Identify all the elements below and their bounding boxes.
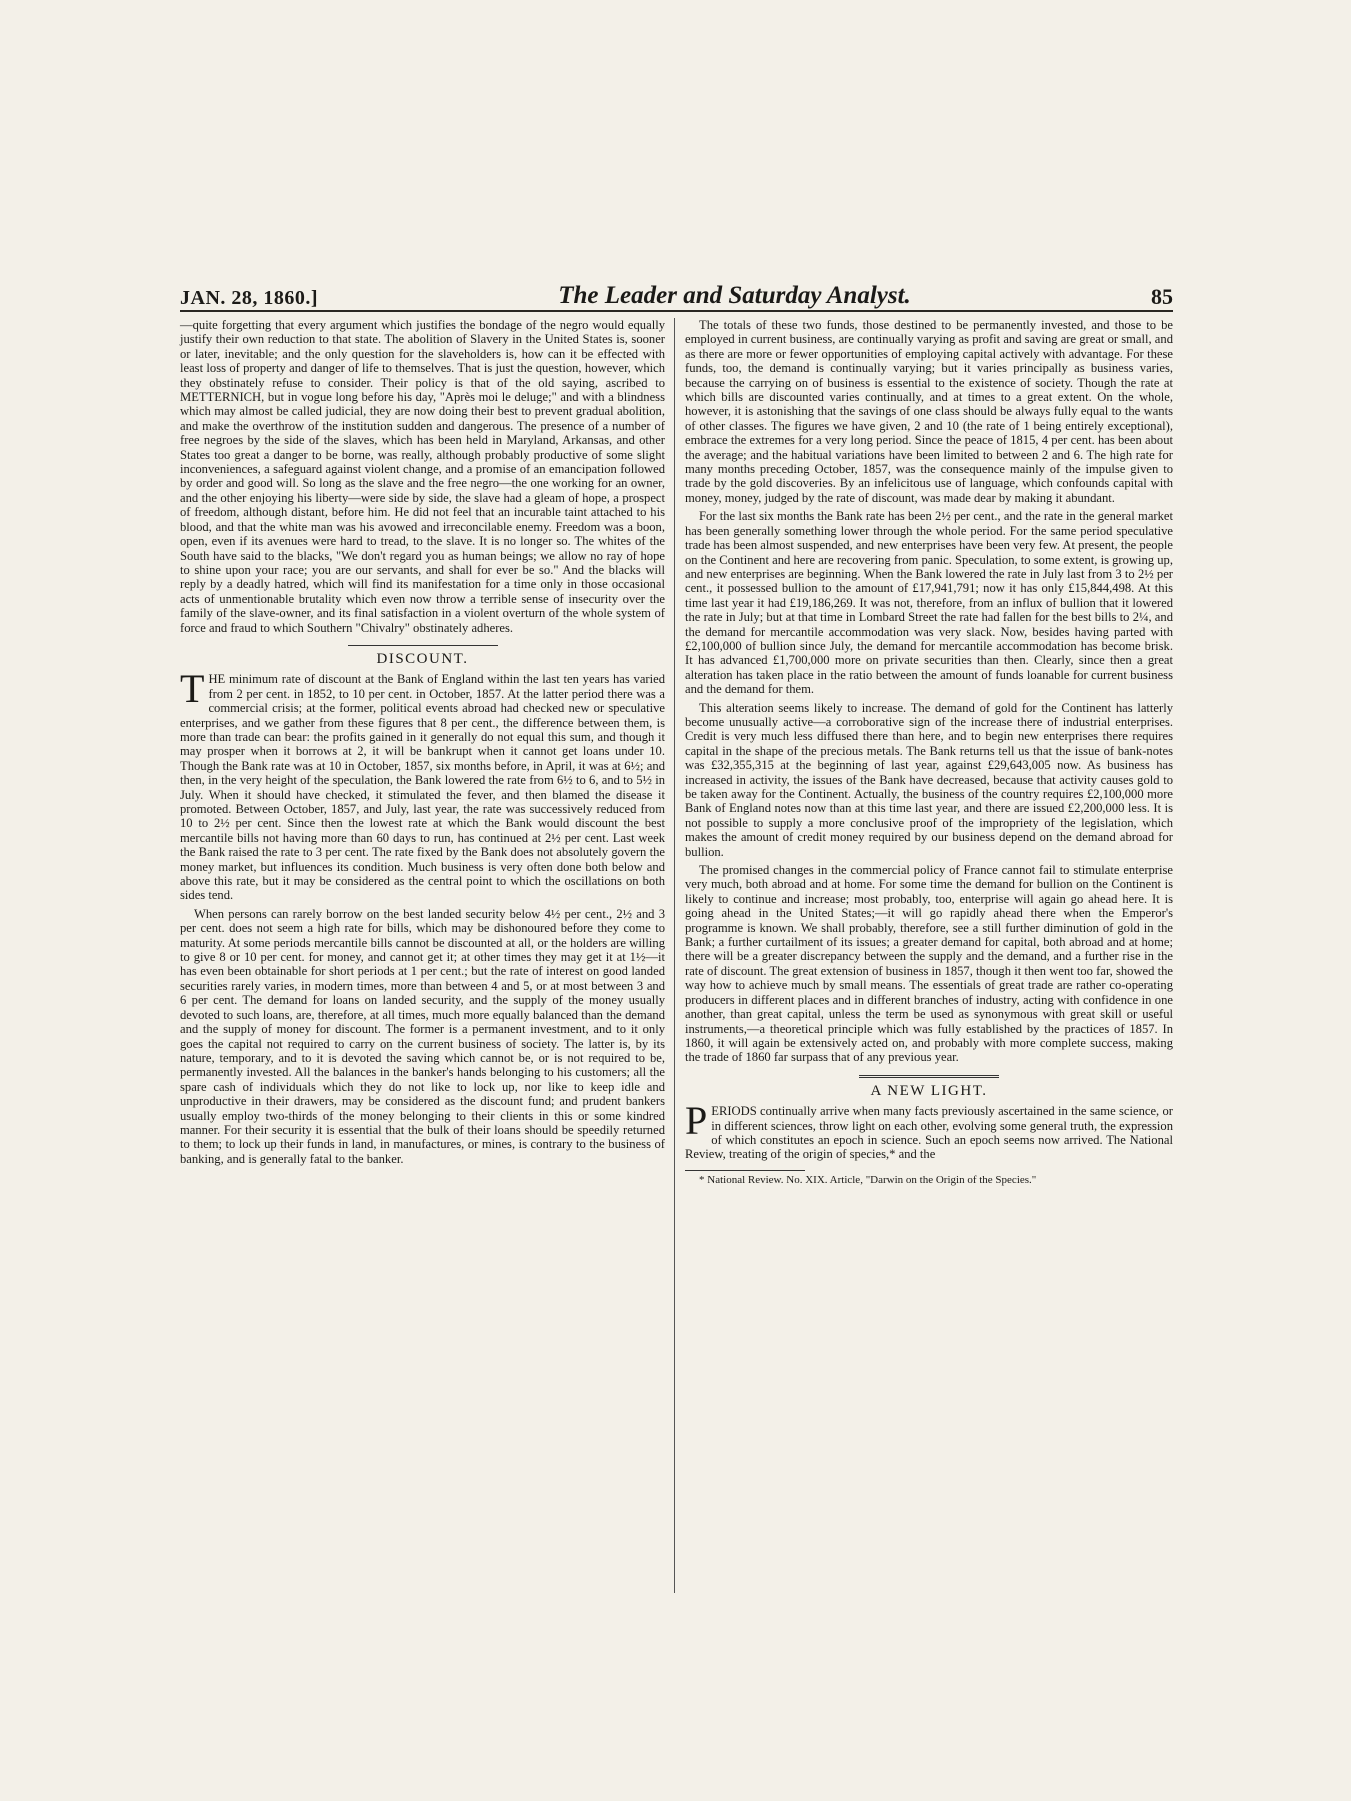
discount-paragraph-2: When persons can rarely borrow on the best landed security below 4½ per cent., 2½ and 3 per cent. does not seem a high rate for bills, which may be dishonoured before they come to maturity. At some periods mercantile bills cannot be discounted at all, or the holders are willing to give 8 or 10 per cent. for money, and cannot get it; at other times they may get it at 1½—it has even been obtainable for short periods at 1 per cent.; but the rate of interest on good landed securities rarely varies, in modern times, more than between 4 and 5, or at most between 3 and 6 per cent. The demand for loans on landed security, and the supply of the money usually devoted to such loans, are, therefore, at all times, much more equally balanced than the demand and the supply of money for discount. The former is a permanent investment, and to it only goes the capital not required to carry on the current business of society. The latter is, by its nature, temporary, and to it is devoted the saving which cannot be, or is not required to be, permanently invested. All the balances in the banker's hands belonging to his customers; all the spare cash of individuals which they do not like to lock up, nor like to keep idle and unproductive in their drawers, may be considered as the discount fund; and prudent bankers usually employ two-thirds of the money belonging to their clients in this or some kindred manner. For their security it is essential that the bulk of their loans should be speedily returned to them; to lock up their funds in land, in manufactures, or mines, is contrary to the business of banking, and is generally fatal to the banker. [180,906,665,1166]
right-column [685,318,1173,1190]
discount-paragraph-6: The promised changes in the commercial policy of France cannot fail to stimulate enterprise very much, both abroad and at home. For some time the demand for bullion on the Continent is likely to continue and increase; most probably, too, enterprise will again go ahead here. It is going ahead in the United States;—it will go rapidly ahead there when the Emperor's programme is known. We shall probably, therefore, see a still further diminution of gold in the Bank; a further curtailment of its issues; a greater demand for capital, both abroad and at home; there will be a greater discrepancy between the supply and the demand, and a further rise in the rate of discount. The great extension of business in 1857, though it then went too far, showed the way how to achieve much by small means. The essentials of great trade are rather co-operating producers in different places and in different branches of industry, acting with confidence in one another, than great capital, unless the term be used as synonymous with great skill or useful instruments,—a theoretical principle which was fully established by the practices of 1857. In 1860, it will again be extensively acted on, and probably with more complete success, making the trade of 1860 far surpass that of any previous year. [685,863,1173,1065]
page-header [180,270,1173,312]
discount-paragraph-1 [180,666,665,903]
publication-title: The Leader and Saturday Analyst. [558,282,911,309]
discount-heading: DISCOUNT. [376,650,469,667]
issue-date: JAN. 28, 1860.] [180,287,319,309]
new-light-paragraph-1 [685,1098,1173,1162]
footnote-rule [685,1170,805,1171]
section-divider-double [859,1075,999,1078]
discount-paragraph-1-text: HE minimum rate of discount at the Bank of England within the last ten years has varied from 2 per cent. in 1852, to 10 per cent. in October, 1857. At the latter period there was a commercial crisis; at the former, political events abroad had checked new or speculative enterprises, and we gather from these figures that 8 per cent., the difference between them, is more than trade can bear: the profits gained in it generally do not equal this sum, and though it may prosper when it borrows at 2, it will be bankrupt when it cannot get loans under 10. Though the Bank rate was at 10 in October, 1857, six months before, in April, it was at 6½; and then, in the very height of the speculation, the Bank lowered the rate from 6½ to 6, and to 5½ in July. When it should have checked, it stimulated the fever, and then blamed the disease it promoted. Between October, 1857, and July, last year, the rate was successively reduced from 10 to 2½ per cent. Since then the lowest rate at which the Bank would discount the best mercantile bills not having more than 60 days to run, has continued at 2½ per cent. Last week the Bank raised the rate to 3 per cent. The rate fixed by the Bank does not absolutely govern the money market, but influences its condition. Much business is very often done both below and above this rate, but it may be considered as the central point to which the oscillations on both sides tend. [180,672,665,903]
discount-paragraph-4: For the last six months the Bank rate has been 2½ per cent., and the rate in the general market has been generally something lower through the whole period. For the same period speculative trade has been almost suspended, and new enterprises have been very few. At present, the people on the Continent and here are recovering from panic. Speculation, to some extent, is growing up, and new enterprises are beginning. When the Bank lowered the rate in July last from 3 to 2½ per cent., it possessed bullion to the amount of £17,941,791; now it has only £15,844,498. At this time last year it had £19,186,269. It was not, therefore, from an influx of bullion that it lowered the rate in July; but at that time in Lombard Street the rate had fallen for the best bills to 2¼, and the demand for mercantile accommodation was very slack. Now, besides having parted with £2,100,000 of bullion since July, the demand for mercantile accommodation has become brisk. It has advanced £1,700,000 more on private securities than then. Clearly, since then a great alteration has taken place in the ratio between the amount of funds loanable for current business and the demand for them. [685,509,1173,697]
column-divider [674,318,675,1593]
discount-paragraph-5: This alteration seems likely to increase. The demand of gold for the Continent has latterly become unusually active—a corroborative sign of the increase there of industrial enterprises. Credit is very much less diffused there than here, and to begin new enterprises there requires capital in the shape of the precious metals. The Bank returns tell us that the issue of bank-notes was £32,355,315 at the beginning of last year, against £29,643,005 now. As business has increased in activity, the issues of the Bank have decreased, because that activity causes gold to be taken away for the Continent. Actually, the business of the country requires £2,100,000 more Bank of England notes now than at this time last year, and there are issued £2,200,000 less. It is not possible to supply a more conclusive proof of the impropriety of the legislation, which makes the amount of credit money required by our business depend on the demand abroad for bullion. [685,700,1173,859]
discount-paragraph-3: The totals of these two funds, those destined to be permanently invested, and those to be employed in current business, are continually varying as profit and saving are great or small, and as there are more or fewer opportunities of employing capital actively with advantage. For these funds, too, the demand is continually varying; but it varies principally as business varies, because the carrying on of business is essential to the existence of society. Though the rate at which bills are discounted varies continually, and at times to a great extent. On the whole, however, it is astonishing that the savings of one class should be always fully equal to the wants of other classes. The figures we have given, 2 and 10 (the rate of 1 being entirely exceptional), embrace the extremes for a very long period. Since the peace of 1815, 4 per cent. has been about the average; and the habitual variations have been limited to between 2 and 6. The high rate for many months preceding October, 1857, was the consequence mainly of the impulse given to trade by the gold discoveries. By an infelicitous use of language, which confounds capital with money, money, judged by the rate of discount, was made dear by making it abundant. [685,318,1173,505]
section-divider [348,645,498,646]
left-column [180,318,665,1170]
new-light-heading: A NEW LIGHT. [870,1082,988,1099]
new-light-dropcap: P [685,1098,708,1144]
discount-dropcap: T [180,666,205,712]
page-number: 85 [1151,284,1173,309]
slavery-article-paragraph: —quite forgetting that every argument which justifies the bondage of the negro would equally justify their own reduction to that state. The abolition of Slavery in the United States is, sooner or later, inevitable; and the only question for the slaveholders is, how can it be effected with least loss of property and danger of life to themselves. That is just the question, however, which they obstinately refuse to consider. Their policy is that of the old saying, ascribed to METTERNICH, but in vogue long before his day, "Après moi le deluge;" and with a blindness which may almost be called judicial, they are now doing their best to prevent gradual abolition, and make the overthrow of the institution sudden and dangerous. The presence of a number of free negroes by the side of the slaves, which has been held in Maryland, Arkansas, and other States too great a danger to be borne, was really, although probably productive of some slight inconveniences, a safeguard against violent change, and a promise of an emancipation followed by order and good will. So long as the slave and the free negro—the one working for an owner, and the other enjoying his liberty—were side by side, the slave had a gleam of hope, a prospect of freedom, although distant, before him. He did not feel that an incurable taint attached to his blood, and that the white man was his avowed and irreconcilable enemy. Freedom was a boon, open, even if its avenues were hard to tread, to the slave. It is no longer so. The whites of the South have said to the blacks, "We don't regard you as human beings; we allow no ray of hope to shine upon your race; you are our servants, and shall for ever be so." And the blacks will reply by a deadly hatred, which will find its manifestation for a time only in those occasional acts of unmentionable brutality which even now throw a terrible sense of insecurity over the family of the slave-owner, and its final satisfaction in a violent overturn of the whole system of force and fraud to which Southern "Chivalry" obstinately adheres. [180,318,665,635]
new-light-paragraph-1-text: ERIODS continually arrive when many facts previously ascertained in the same science, or in different sciences, throw light on each other, evolving some general truth, the expression of which constitutes an epoch in science. Such an epoch seems now arrived. The National Review, treating of the origin of species,* and the [685,1104,1173,1162]
footnote: * National Review. No. XIX. Article, "Darwin on the Origin of the Species." [699,1173,1037,1186]
